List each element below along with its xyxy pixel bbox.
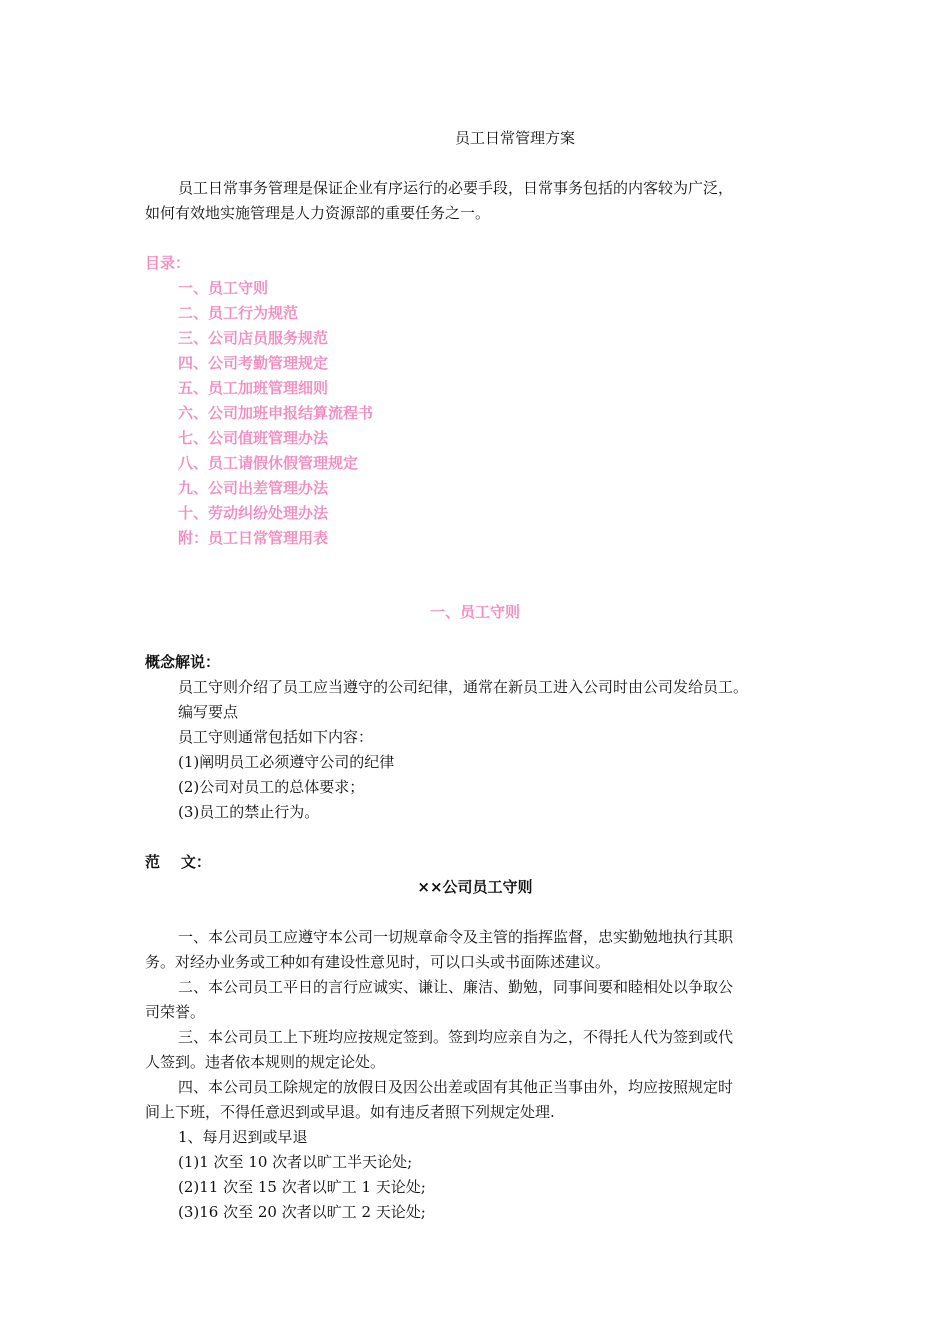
toc-item[interactable]: 八、员工请假休假管理规定 (178, 454, 359, 472)
paragraph-line: 一、本公司员工应遵守本公司一切规章命令及主管的指挥监督，忠实勤勉地执行其职 (178, 928, 734, 946)
paragraph-line: 二、本公司员工平日的言行应诚实、谦让、廉洁、勤勉，同事间要和睦相处以争取公 (178, 978, 734, 996)
toc-item[interactable]: 六、公司加班申报结算流程书 (178, 404, 374, 422)
sample-title: ××公司员工守则 (417, 878, 533, 896)
toc-item[interactable]: 十、劳动纠纷处理办法 (178, 504, 329, 522)
concept-line: 员工守则通常包括如下内容： (178, 728, 374, 746)
toc-item[interactable]: 九、公司出差管理办法 (178, 479, 329, 497)
rules-heading: 1、每月迟到或早退 (178, 1128, 308, 1146)
toc-heading: 目录： (145, 254, 191, 272)
toc-item[interactable]: 七、公司值班管理办法 (178, 429, 329, 447)
toc-item[interactable]: 附：员工日常管理用表 (178, 529, 329, 547)
toc-item[interactable]: 四、公司考勤管理规定 (178, 354, 329, 372)
paragraph-line: 人签到。违者依本规则的规定论处。 (145, 1053, 386, 1071)
toc-item[interactable]: 五、员工加班管理细则 (178, 379, 329, 397)
rule-item: (2)11 次至 15 次者以旷工 1 天论处; (178, 1178, 426, 1196)
rule-item: (3)16 次至 20 次者以旷工 2 天论处; (178, 1203, 426, 1221)
intro-line-1: 员工日常事务管理是保证企业有序运行的必要手段，日常事务包括的内客较为广泛， (178, 179, 734, 197)
paragraph-line: 务。对经办业务或工种如有建设性意见时，可以口头或书面陈述建议。 (145, 953, 611, 971)
concept-line: (2)公司对员工的总体要求； (178, 778, 365, 796)
toc-item[interactable]: 一、员工守则 (178, 279, 269, 297)
concept-line: 员工守则介绍了员工应当遵守的公司纪律，通常在新员工进入公司时由公司发给员工。 (178, 678, 749, 696)
rule-item: (1)1 次至 10 次者以旷工半天论处; (178, 1153, 413, 1171)
toc-item[interactable]: 二、员工行为规范 (178, 304, 299, 322)
toc-item[interactable]: 三、公司店员服务规范 (178, 329, 329, 347)
intro-line-2: 如何有效地实施管理是人力资源部的重要任务之一。 (145, 204, 491, 222)
paragraph-line: 四、本公司员工除规定的放假日及因公出差或固有其他正当事由外，均应按照规定时 (178, 1078, 734, 1096)
paragraph-line: 司荣誉。 (145, 1003, 206, 1021)
concept-line: (1)阐明员工必须遵守公司的纪律 (178, 753, 395, 771)
concept-line: (3)员工的禁止行为。 (178, 803, 320, 821)
paragraph-line: 间上下班，不得任意迟到或早退。如有违反者照下列规定处理. (145, 1103, 555, 1121)
page-title: 员工日常管理方案 (454, 129, 575, 147)
concept-label: 概念解说： (145, 653, 221, 671)
sample-label: 范 文： (145, 853, 211, 871)
concept-line: 编写要点 (178, 703, 239, 721)
section-heading: 一、员工守则 (429, 603, 520, 621)
paragraph-line: 三、本公司员工上下班均应按规定签到。签到均应亲自为之，不得托人代为签到或代 (178, 1028, 734, 1046)
